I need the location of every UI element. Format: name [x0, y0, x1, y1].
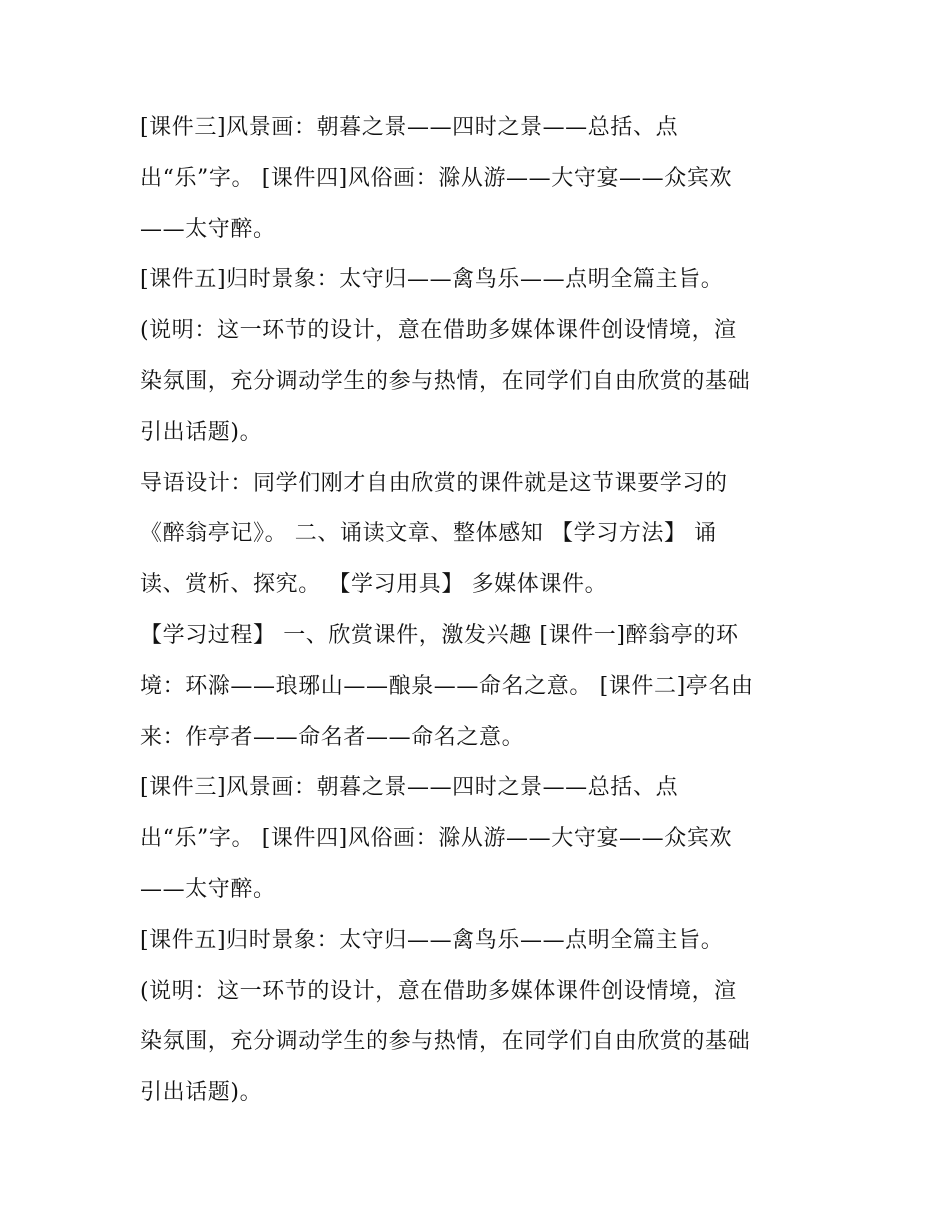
text-line: [课件五]归时景象：太守归——禽鸟乐——点明全篇主旨。 [140, 927, 724, 953]
text-line: [课件三]风景画：朝暮之景——四时之景——总括、点 [140, 775, 679, 801]
text-line: 读、赏析、探究。 【学习用具】 多媒体课件。 [140, 572, 608, 598]
text-line: 来：作亭者——命名者——命名之意。 [140, 724, 525, 750]
text-line: 出“乐”字。 [课件四]风俗画：滁从游——大守宴——众宾欢 [140, 165, 733, 191]
text-line: (说明：这一环节的设计，意在借助多媒体课件创设情境，渲 [140, 978, 737, 1004]
text-line: 《醉翁亭记》。 二、诵读文章、整体感知 【学习方法】 诵 [140, 521, 717, 547]
text-line: [课件三]风景画：朝暮之景——四时之景——总括、点 [140, 115, 679, 140]
text-line: 引出话题)。 [140, 1080, 263, 1106]
document-body [140, 103, 830, 1119]
text-line: 染氛围，充分调动学生的参与热情，在同学们自由欣赏的基础 [140, 368, 751, 394]
text-line: 引出话题)。 [140, 419, 263, 445]
text-line: 境：环滁——琅琊山——酿泉——命名之意。 [课件二]亭名由 [140, 673, 754, 699]
text-line: 【学习过程】 一、欣赏课件，激发兴趣 [课件一]醉翁亭的环 [140, 622, 739, 648]
text-line: 染氛围，充分调动学生的参与热情，在同学们自由欣赏的基础 [140, 1029, 751, 1055]
text-line: [课件五]归时景象：太守归——禽鸟乐——点明全篇主旨。 [140, 267, 724, 293]
text-line: ——太守醉。 [140, 876, 276, 902]
text-line: (说明：这一环节的设计，意在借助多媒体课件创设情境，渲 [140, 318, 737, 344]
text-line: ——太守醉。 [140, 216, 276, 242]
text-line: 导语设计：同学们刚才自由欣赏的课件就是这节课要学习的 [140, 470, 728, 496]
text-line: 出“乐”字。 [课件四]风俗画：滁从游——大守宴——众宾欢 [140, 826, 733, 852]
